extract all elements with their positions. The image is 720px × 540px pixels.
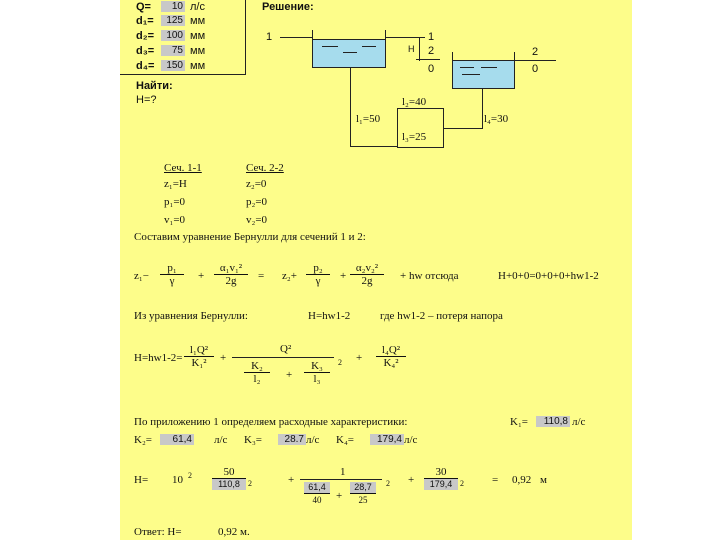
bern-p2-frac (306, 262, 330, 287)
k2-unit: л/с (214, 434, 228, 446)
bernoulli-title: Составим уравнение Бернулли для сечений 1 и 2: (134, 231, 366, 243)
lower-tank-bottom (452, 88, 515, 89)
datum-mid-label: 0 (428, 63, 435, 75)
calc-ten: 10 (172, 474, 183, 486)
bern-gamma-1: γ (160, 274, 184, 287)
find-label: Найти: (136, 80, 173, 92)
formula-k3-sqrt (304, 360, 330, 385)
pipe-l3-label: l₃=25 (402, 131, 427, 143)
formula-plus-1: + (220, 352, 227, 364)
calc-d614: 61,4 (304, 482, 330, 493)
given-d1-unit: мм (190, 15, 206, 27)
calc-h: H= (134, 474, 149, 486)
given-d2-value: 100 (161, 30, 185, 41)
datum-mid-line (416, 59, 440, 60)
k1-value: 110,8 (536, 416, 570, 427)
calc-s25: 25 (350, 493, 376, 506)
calc-equals: = (492, 474, 499, 486)
section-1-line (280, 37, 312, 38)
calc-pow-a: 2 (248, 479, 252, 488)
calc-plus-1: + (288, 474, 295, 486)
calc-n1: 1 (340, 466, 346, 478)
section-2-right-label: 2 (532, 46, 539, 58)
h-equation: H=hw1-2 (308, 310, 351, 322)
formula-lhs: H=hw1-2= (134, 352, 183, 364)
calc-k3-sqrt (350, 482, 376, 506)
bern-result: H+0+0=0+0+0+hw1-2 (498, 270, 599, 282)
bern-z2: z₂+ (282, 270, 297, 282)
section-2-v: v₂=0 (246, 214, 268, 226)
pipe-4-riser (482, 88, 483, 129)
calc-unit: м (540, 474, 547, 486)
given-underline (120, 74, 246, 75)
calc-term-1 (212, 466, 246, 490)
calc-s40: 40 (304, 493, 330, 506)
calc-term-4 (424, 466, 458, 490)
k3-unit: л/с (306, 434, 320, 446)
bern-gamma-2: γ (306, 274, 330, 287)
pipe-1-riser (350, 67, 351, 147)
calc-d1108: 110,8 (212, 478, 246, 490)
formula-t1-den: K₁² (184, 356, 214, 369)
given-d4-value: 150 (161, 60, 185, 71)
given-q-value: 10 (161, 1, 185, 12)
lower-water-mark-3 (462, 74, 480, 75)
formula-main-fraction-bar (232, 357, 334, 358)
given-d3-label: d₃= (136, 45, 155, 57)
bern-p1: p₁ (167, 262, 177, 274)
formula-t1-num: l₁Q² (189, 344, 209, 356)
bern-av2: α₂v₂² (355, 262, 379, 274)
given-d1-label: d₁= (136, 15, 154, 27)
answer-label: Ответ: H= (134, 526, 182, 538)
bern-z1: z₁− (134, 270, 149, 282)
k4-value: 179,4 (370, 434, 404, 445)
bern-2g-2: 2g (350, 274, 384, 287)
k2-label: K₂= (134, 434, 152, 446)
bern-av1: α₁v₁² (219, 262, 243, 274)
calc-ten-pow: 2 (188, 471, 192, 480)
formula-k2-sqrt (244, 360, 270, 385)
pipe-l2-label: l₂=40 (402, 96, 427, 108)
calc-k2-sqrt (304, 482, 330, 506)
pipe-4 (443, 128, 483, 129)
calc-n50: 50 (223, 466, 235, 478)
section-2-right-line (514, 60, 556, 61)
given-d3-value: 75 (161, 45, 185, 56)
find-value: H=? (136, 94, 157, 106)
formula-t4-den: K₄² (376, 356, 406, 369)
section-2-title: Сеч. 2-2 (246, 162, 284, 174)
pipe-3 (397, 147, 444, 148)
formula-q2: Q² (280, 343, 292, 355)
formula-sq-l3: l₃ (304, 372, 330, 385)
bern-hw: + hw отсюда (400, 270, 459, 282)
calc-result: 0,92 (512, 474, 532, 486)
loss-definition: где hw1-2 – потеря напора (380, 310, 503, 322)
lower-tank-right-wall (514, 52, 515, 88)
section-1-v: v₁=0 (164, 214, 186, 226)
pipe-2 (397, 108, 444, 109)
section-1-p: p₁=0 (164, 196, 186, 208)
formula-pow-2: 2 (338, 358, 342, 367)
height-label: H (408, 44, 415, 54)
given-d3-unit: мм (190, 45, 206, 57)
parallel-left-node (397, 108, 398, 148)
section-1-title: Сеч. 1-1 (164, 162, 202, 174)
upper-water-mark-3 (362, 46, 376, 47)
lower-water-mark-2 (481, 67, 497, 68)
upper-tank-right-wall (385, 30, 386, 68)
k4-label: K₄= (336, 434, 354, 446)
height-dimension-line (419, 37, 420, 61)
answer-value: 0,92 м. (218, 526, 250, 538)
bern-plus-2: + (340, 270, 347, 282)
section-2-z: z₂=0 (246, 178, 267, 190)
bern-equals: = (258, 270, 265, 282)
calc-n30: 30 (435, 466, 447, 478)
given-d4-label: d₄= (136, 60, 155, 72)
upper-water-mark-2 (343, 52, 357, 53)
calc-plus-3: + (408, 474, 415, 486)
given-d1-value: 125 (161, 15, 185, 26)
k3-label: K₃= (244, 434, 262, 446)
section-1-left-label: 1 (266, 31, 273, 43)
k1-unit: л/с (572, 416, 586, 428)
upper-tank-left-wall (312, 30, 313, 68)
appendix-text: По приложению 1 определяем расходные характеристики: (134, 416, 408, 428)
formula-term-1 (184, 344, 214, 369)
k3-value: 28.7 (278, 434, 306, 445)
given-d2-label: d₂= (136, 30, 155, 42)
lower-tank-left-wall (452, 52, 453, 88)
given-q-unit: л/с (190, 1, 205, 13)
given-divider (245, 0, 246, 74)
section-1-right-label: 1 (428, 31, 435, 43)
pipe-l4-label: l₄=30 (484, 113, 509, 125)
bern-av2-frac (350, 262, 384, 287)
section-2-mid-label: 2 (428, 45, 435, 57)
given-d2-unit: мм (190, 30, 206, 42)
formula-sq-l2: l₂ (244, 372, 270, 385)
calc-pow-b: 2 (386, 479, 390, 488)
bern-p2: p₂ (313, 262, 323, 274)
k4-unit: л/с (404, 434, 418, 446)
calc-d1794: 179,4 (424, 478, 458, 490)
pipe-l1-label: l₁=50 (356, 113, 381, 125)
bern-plus-1: + (198, 270, 205, 282)
k2-value: 61,4 (160, 434, 194, 445)
bern-2g-1: 2g (214, 274, 248, 287)
formula-term-4 (376, 344, 406, 369)
pipe-1 (350, 146, 397, 147)
upper-tank-level (312, 39, 386, 40)
given-d4-unit: мм (190, 60, 206, 72)
calc-pow-c: 2 (460, 479, 464, 488)
lower-tank-level (452, 60, 515, 61)
bern-av1-frac (214, 262, 248, 287)
lower-water-mark-1 (460, 67, 474, 68)
formula-plus-3: + (356, 352, 363, 364)
upper-tank-water (312, 39, 385, 67)
section-1-z: z₁=H (164, 178, 187, 190)
given-q-label: Q= (136, 1, 151, 13)
upper-tank-bottom (312, 67, 386, 68)
calc-d287: 28,7 (350, 482, 376, 493)
formula-plus-2: + (286, 369, 293, 381)
calc-main-fraction-bar (300, 479, 382, 480)
datum-right-label: 0 (532, 63, 539, 75)
from-bernoulli: Из уравнения Бернулли: (134, 310, 248, 322)
formula-t4-num: l₄Q² (381, 344, 401, 356)
solution-label: Решение: (262, 1, 314, 13)
calc-plus-2: + (336, 490, 343, 502)
formula-k3: K₃ (311, 360, 323, 372)
section-2-p: p₂=0 (246, 196, 268, 208)
k1-label: K₁= (510, 416, 528, 428)
formula-k2: K₂ (251, 360, 263, 372)
bern-p1-frac (160, 262, 184, 287)
upper-water-mark-1 (322, 46, 338, 47)
